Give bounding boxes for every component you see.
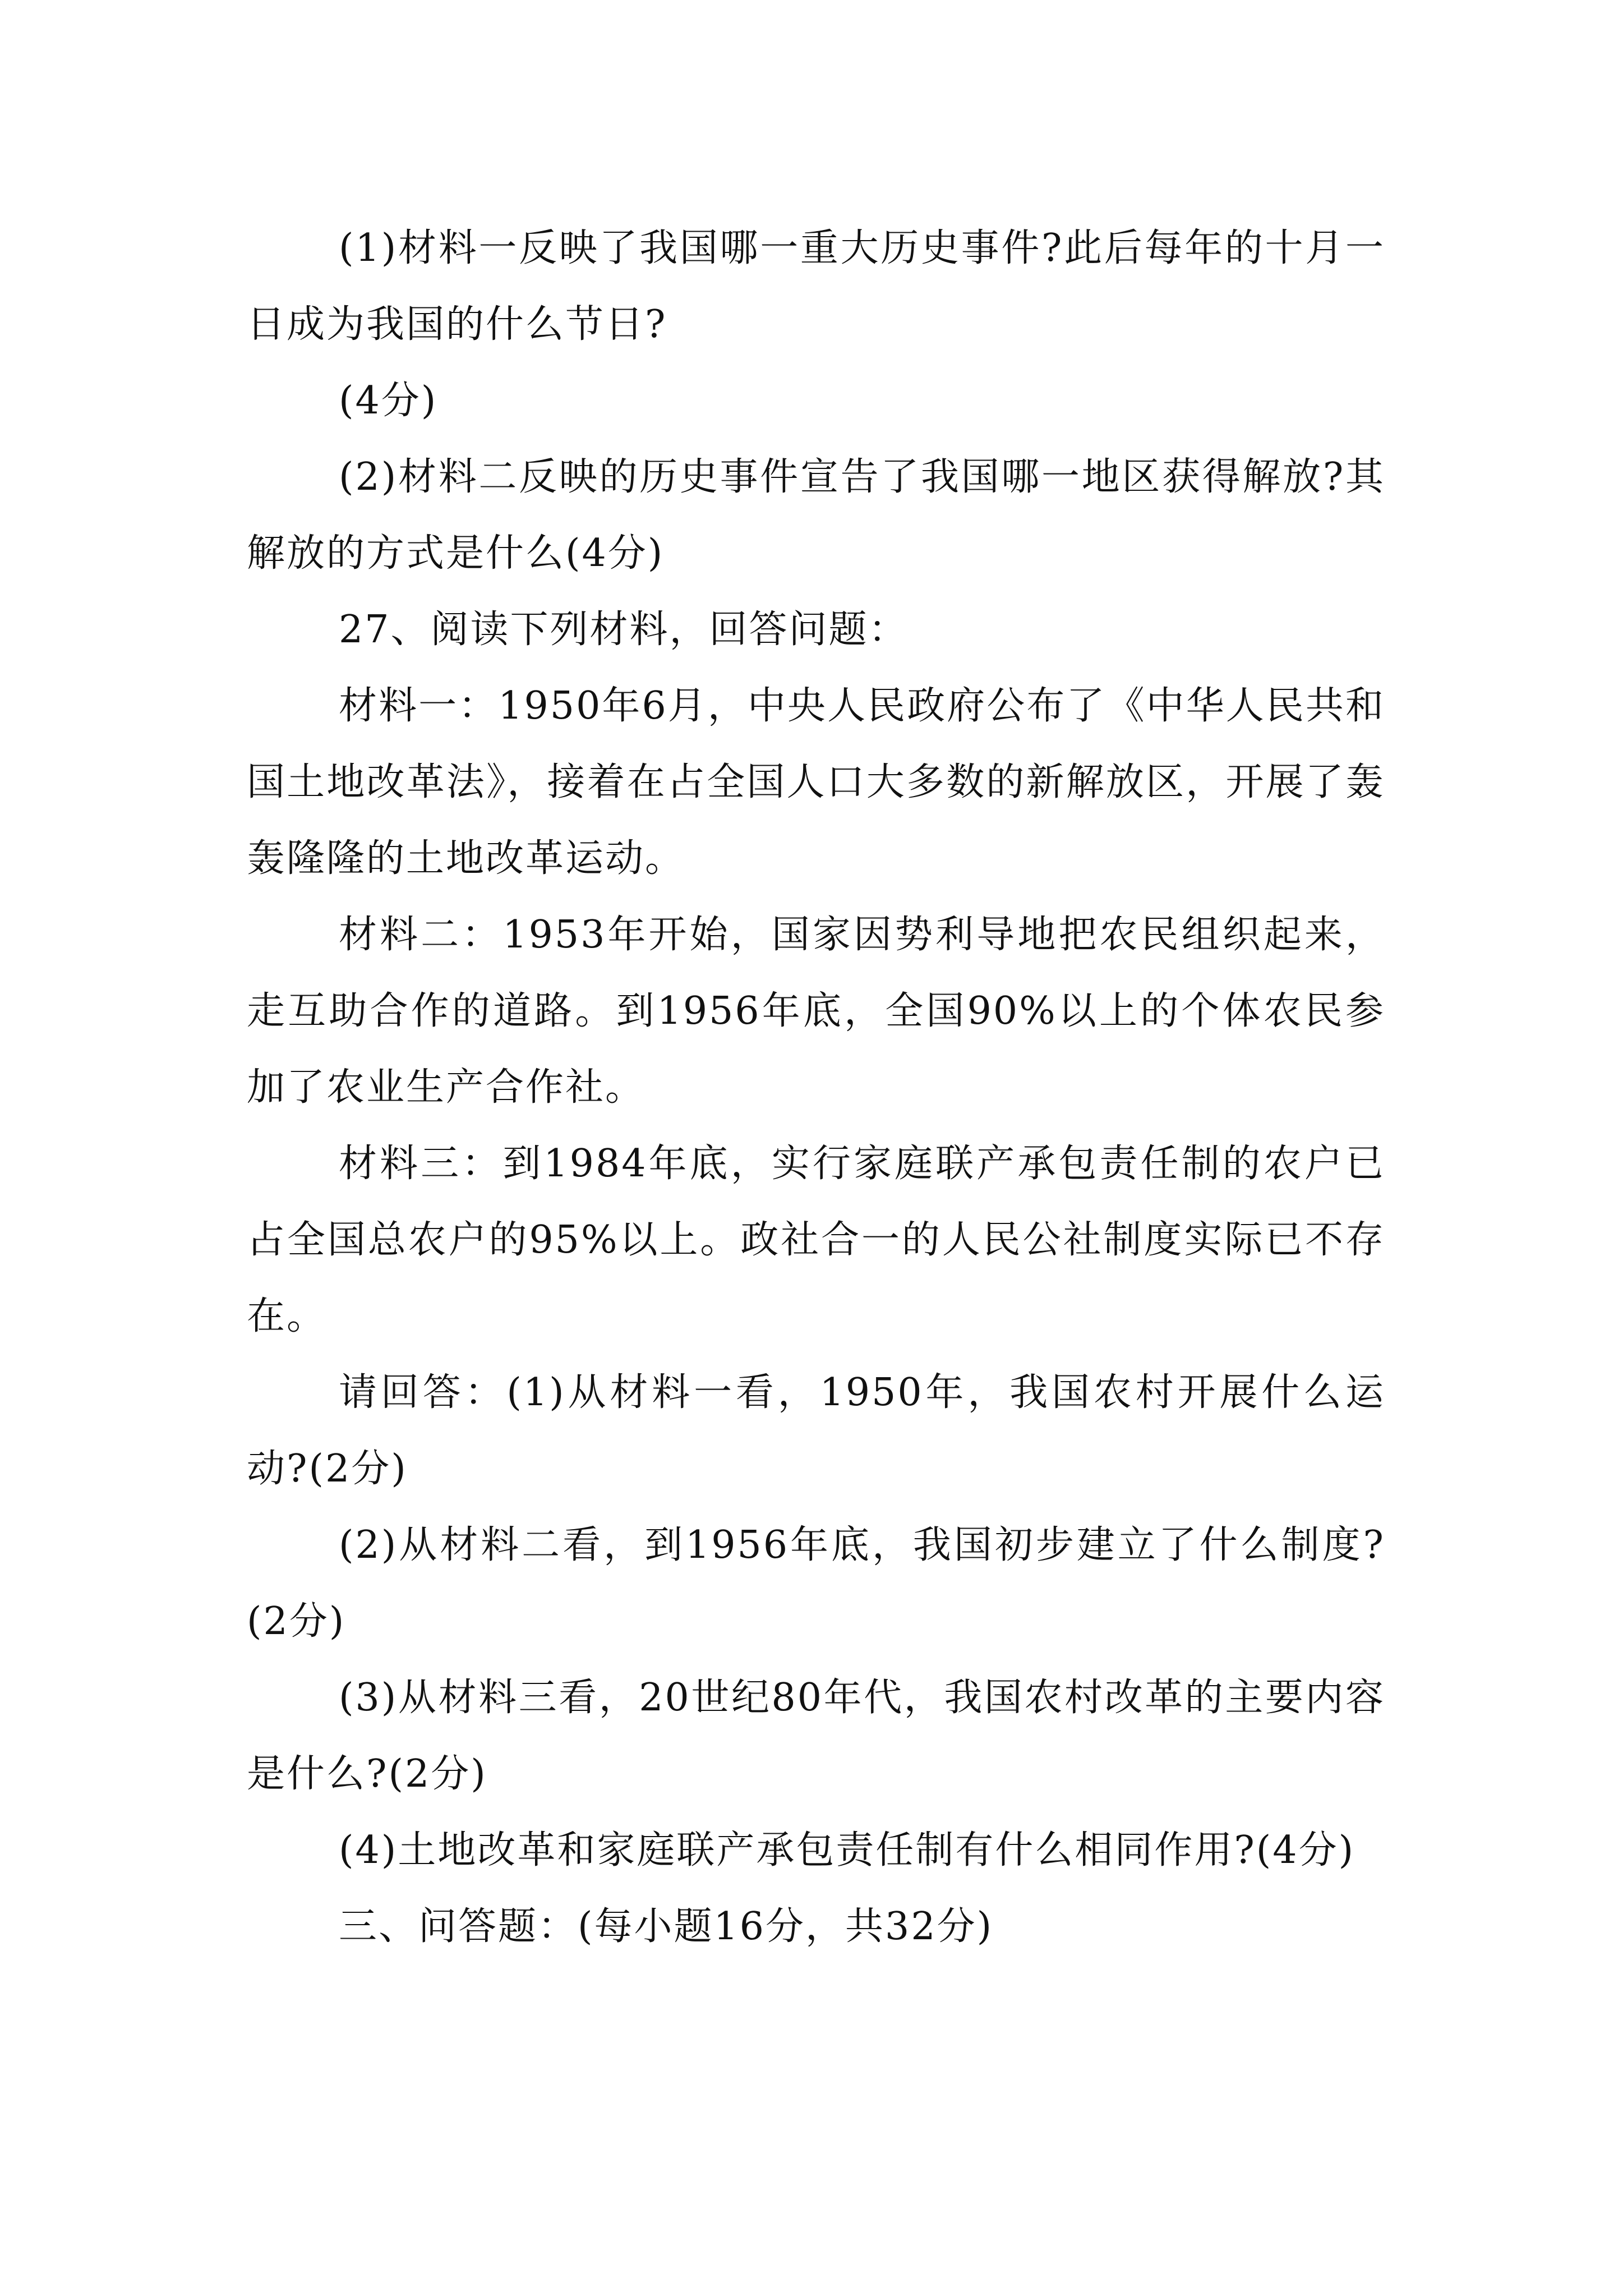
- paragraph-question-3: (3)从材料三看，20世纪80年代，我国农村改革的主要内容是什么?(2分): [247, 1676, 1385, 1796]
- paragraph-question-2: (2)从材料二看，到1956年底，我国初步建立了什么制度?(2分): [247, 1523, 1385, 1644]
- paragraph-q1-part1: (1)材料一反映了我国哪一重大历史事件?此后每年的十月一日成为我国的什么节日?: [247, 226, 1385, 347]
- paragraph-question-1: 请回答：(1)从材料一看，1950年，我国农村开展什么运动?(2分): [247, 1370, 1385, 1491]
- document-body: [247, 210, 1385, 1965]
- paragraph-material-2: 材料二：1953年开始，国家因势利导地把农民组织起来，走互助合作的道路。到1956年底，全国90%以上的个体农民参加了农业生产合作社。: [247, 913, 1385, 1110]
- paragraph-section-3-heading: 三、问答题：(每小题16分，共32分): [339, 1904, 994, 1949]
- paragraph-question-4: (4)土地改革和家庭联产承包责任制有什么相同作用?(4分): [339, 1828, 1355, 1872]
- paragraph-material-3: 材料三：到1984年底，实行家庭联产承包责任制的农户已占全国总农户的95%以上。政社合一的人民公社制度实际已不存在。: [247, 1142, 1385, 1338]
- paragraph-q1-score: (4分): [339, 379, 438, 423]
- paragraph-q1-part2: (2)材料二反映的历史事件宣告了我国哪一地区获得解放?其解放的方式是什么(4分): [247, 455, 1385, 576]
- paragraph-q27-heading: 27、阅读下列材料，回答问题：: [339, 608, 909, 652]
- paragraph-material-1: 材料一：1950年6月，中央人民政府公布了《中华人民共和国土地改革法》，接着在占全国人口大多数的新解放区，开展了轰轰隆隆的土地改革运动。: [247, 684, 1385, 881]
